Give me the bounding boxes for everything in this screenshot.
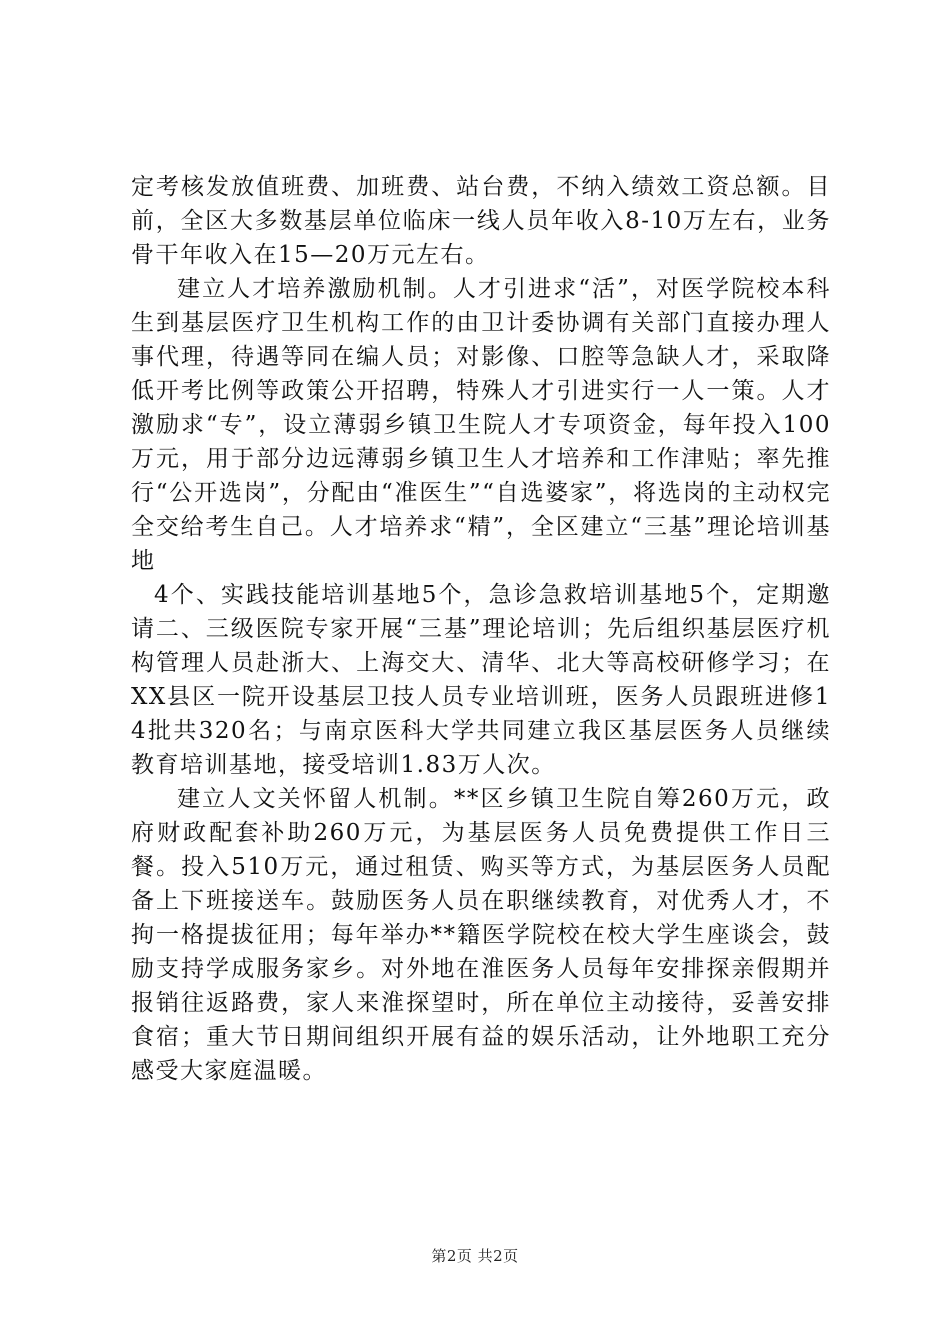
paragraph-performance-pay: 定考核发放值班费、加班费、站台费，不纳入绩效工资总额。目前，全区大多数基层单位临床一线人员年收入8-10万左右，业务骨干年收入在15—20万元左右。 [131, 174, 831, 268]
paragraph-training-bases: 4个、实践技能培训基地5个，急诊急救培训基地5个，定期邀请二、三级医院专家开展“三基”理论培训；先后组织基层医疗机构管理人员赴浙大、上海交大、清华、北大等高校研修学习；在XX县区一院开设基层卫技人员专业培训班，医务人员跟班进修14批共320名；与南京医科大学共同建立我区基层医务人员继续教育培训基地，接受培训1.83万人次。 [131, 582, 831, 778]
document-body [131, 170, 831, 1088]
page-number: 第2页 共2页 [431, 1247, 519, 1265]
paragraph-humanistic-care: 建立人文关怀留人机制。**区乡镇卫生院自筹260万元，政府财政配套补助260万元，为基层医务人员免费提供工作日三餐。投入510万元，通过租赁、购买等方式，为基层医务人员配备上下班接送车。鼓励医务人员在职继续教育，对优秀人才，不拘一格提拔征用；每年举办**籍医学院校在校大学生座谈会，鼓励支持学成服务家乡。对外地在淮医务人员每年安排探亲假期并报销往返路费，家人来淮探望时，所在单位主动接待，妥善安排食宿；重大节日期间组织开展有益的娱乐活动，让外地职工充分感受大家庭温暖。 [131, 786, 831, 1084]
paragraph-talent-incentive: 建立人才培养激励机制。人才引进求“活”，对医学院校本科生到基层医疗卫生机构工作的由卫计委协调有关部门直接办理人事代理，待遇等同在编人员；对影像、口腔等急缺人才，采取降低开考比例等政策公开招聘，特殊人才引进实行一人一策。人才激励求“专”，设立薄弱乡镇卫生院人才专项资金，每年投入100万元，用于部分边远薄弱乡镇卫生人才培养和工作津贴；率先推行“公开选岗”，分配由“准医生”“自选婆家”，将选岗的主动权完全交给考生自己。人才培养求“精”，全区建立“三基”理论培训基地 [131, 276, 831, 574]
